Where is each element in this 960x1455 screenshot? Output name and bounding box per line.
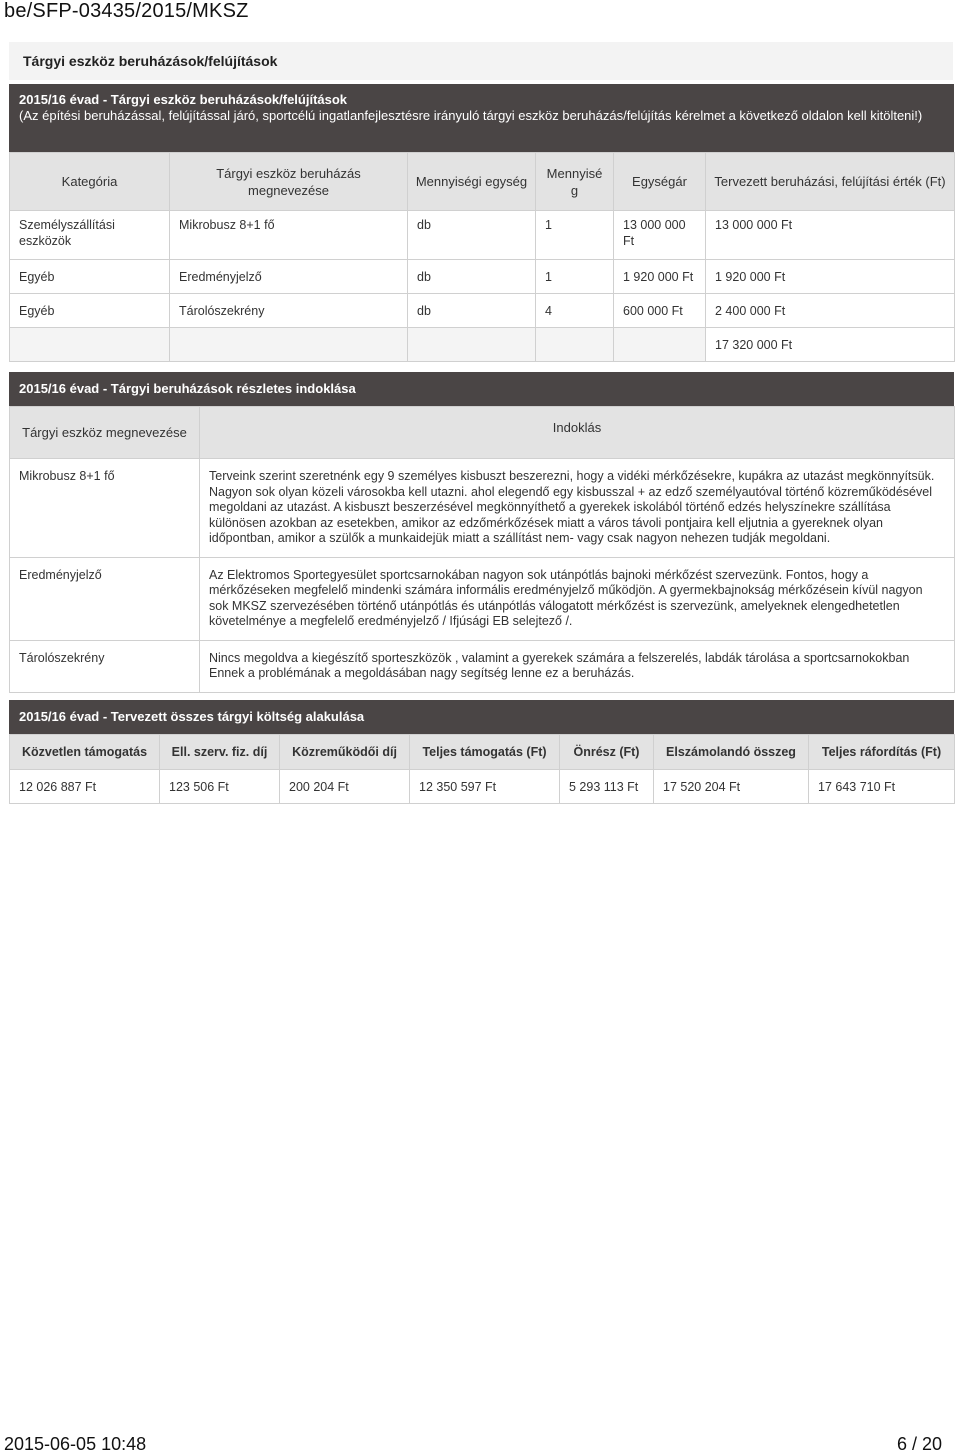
column-header: Indoklás	[200, 407, 955, 459]
table-cell: 4	[536, 294, 614, 328]
empty-cell	[10, 328, 170, 362]
table-cell: 17 643 710 Ft	[809, 770, 955, 804]
table-cell: 17 520 204 Ft	[654, 770, 809, 804]
table-cell: 12 026 887 Ft	[10, 770, 160, 804]
table-cell: db	[408, 211, 536, 260]
table-cell: Egyéb	[10, 294, 170, 328]
column-header: Tárgyi eszköz megnevezése	[10, 407, 200, 459]
table-cell: 1 920 000 Ft	[614, 260, 706, 294]
table-cell: Eredményjelző	[10, 557, 200, 640]
investment-table	[9, 152, 955, 362]
table-cell: 13 000 000 Ft	[614, 211, 706, 260]
table-cell: 12 350 597 Ft	[410, 770, 560, 804]
table-cell: Mikrobusz 8+1 fő	[10, 459, 200, 558]
table-cell: 13 000 000 Ft	[706, 211, 955, 260]
section2-header	[9, 372, 954, 406]
table-row	[10, 770, 955, 804]
footer-date: 2015-06-05 10:48	[4, 1434, 147, 1454]
column-header: Mennyiségi egység	[408, 153, 536, 211]
table-cell: Egyéb	[10, 260, 170, 294]
section1-note: (Az építési beruházással, felújítással járó, sportcélú ingatlanfejlesztésre irányuló tárgyi eszköz beruházás/felújítás kérelmet a következő oldalon kell kitölteni!)	[19, 108, 923, 123]
table-row	[10, 294, 955, 328]
total-value: 17 320 000 Ft	[706, 328, 955, 362]
table-cell: 1	[536, 211, 614, 260]
table-cell: 1 920 000 Ft	[706, 260, 955, 294]
table-row	[10, 260, 955, 294]
table-header-row	[10, 735, 955, 770]
total-row	[10, 328, 955, 362]
page-number: 6 / 20	[896, 1434, 942, 1454]
section3-title: 2015/16 évad - Tervezett összes tárgyi költség alakulása	[19, 709, 365, 724]
column-header: Közvetlen támogatás	[10, 735, 160, 770]
document-id: be/SFP-03435/2015/MKSZ	[4, 0, 249, 22]
table-cell: 1	[536, 260, 614, 294]
column-header: Mennyisé g	[536, 153, 614, 211]
column-header: Ell. szerv. fiz. díj	[160, 735, 280, 770]
table-cell: Az Elektromos Sportegyesület sportcsarnokában nagyon sok utánpótlás bajnoki mérkőzést szervezünk. Fontos, hogy a mérkőzéseken megfelelő mindenki számára informális eredményjelző működjön. A gyermekbajnokság mérkőzésein kívül nagyon sok MKSZ szervezésében történő utánpótlás és utánpótlás válogatott mérkőzést is szervezünk, amelyeknek elengedhetetlen követelménye a megfelelő eredményjelző / Ifjúsági EB selejtező /.	[200, 557, 955, 640]
table-cell: 5 293 113 Ft	[560, 770, 654, 804]
column-header: Tervezett beruházási, felújítási érték (Ft)	[706, 153, 955, 211]
column-header: Egységár	[614, 153, 706, 211]
section2-title: 2015/16 évad - Tárgyi beruházások részletes indoklása	[19, 381, 356, 396]
table-header-row	[10, 153, 955, 211]
empty-cell	[614, 328, 706, 362]
table-cell: db	[408, 294, 536, 328]
column-header: Teljes támogatás (Ft)	[410, 735, 560, 770]
section1-header	[9, 84, 954, 152]
empty-cell	[536, 328, 614, 362]
column-header: Tárgyi eszköz beruházás megnevezése	[170, 153, 408, 211]
table-row	[10, 459, 955, 558]
table-cell: Tárolószekrény	[170, 294, 408, 328]
table-cell: db	[408, 260, 536, 294]
table-cell: Tárolószekrény	[10, 640, 200, 692]
column-header: Kategória	[10, 153, 170, 211]
table-row	[10, 211, 955, 260]
table-cell: 123 506 Ft	[160, 770, 280, 804]
empty-cell	[408, 328, 536, 362]
cost-summary-table	[9, 734, 955, 804]
column-header: Elszámolandó összeg	[654, 735, 809, 770]
column-header: Teljes ráfordítás (Ft)	[809, 735, 955, 770]
table-row	[10, 557, 955, 640]
main-title: Tárgyi eszköz beruházások/felújítások	[9, 42, 953, 80]
column-header: Önrész (Ft)	[560, 735, 654, 770]
table-cell: Személyszállítási eszközök	[10, 211, 170, 260]
table-cell: 600 000 Ft	[614, 294, 706, 328]
empty-cell	[170, 328, 408, 362]
table-cell: 200 204 Ft	[280, 770, 410, 804]
section1-title: 2015/16 évad - Tárgyi eszköz beruházások/felújítások	[19, 92, 348, 107]
table-cell: Mikrobusz 8+1 fő	[170, 211, 408, 260]
table-cell: Terveink szerint szeretnénk egy 9 személyes kisbuszt beszerezni, hogy a vidéki mérkőzésekre, kupákra az utazást megkönnyítsük. Nagyon sok olyan közeli városokba kell utazni. ahol elegendő egy kisbusszal + az edző személyautóval történő közreműködésével megoldani az utazást. A kisbuszt beszerzésével megkönnyíthető a gyerekek iskolából történő edzés helyszínekre szállítása különösen azokban az esetekben, amikor az edzőmérkőzések miatt a város távoli pontjaira kell eljutnia a gyereknek olyan időpontban, amikor a szülők a munkaidejük miatt a szállítást nem- vagy csak nagyon nehezen tudják megoldani.	[200, 459, 955, 558]
column-header: Közreműködői díj	[280, 735, 410, 770]
table-cell: 2 400 000 Ft	[706, 294, 955, 328]
table-cell: Nincs megoldva a kiegészítő sporteszközök , valamint a gyerekek számára a felszerelés, labdák tárolása a sportcsarnokokban Ennek a problémának a megoldásában nagy segítség lenne ez a beruházás.	[200, 640, 955, 692]
justification-table	[9, 406, 955, 693]
table-header-row	[10, 407, 955, 459]
table-row	[10, 640, 955, 692]
section3-header	[9, 700, 954, 734]
table-cell: Eredményjelző	[170, 260, 408, 294]
